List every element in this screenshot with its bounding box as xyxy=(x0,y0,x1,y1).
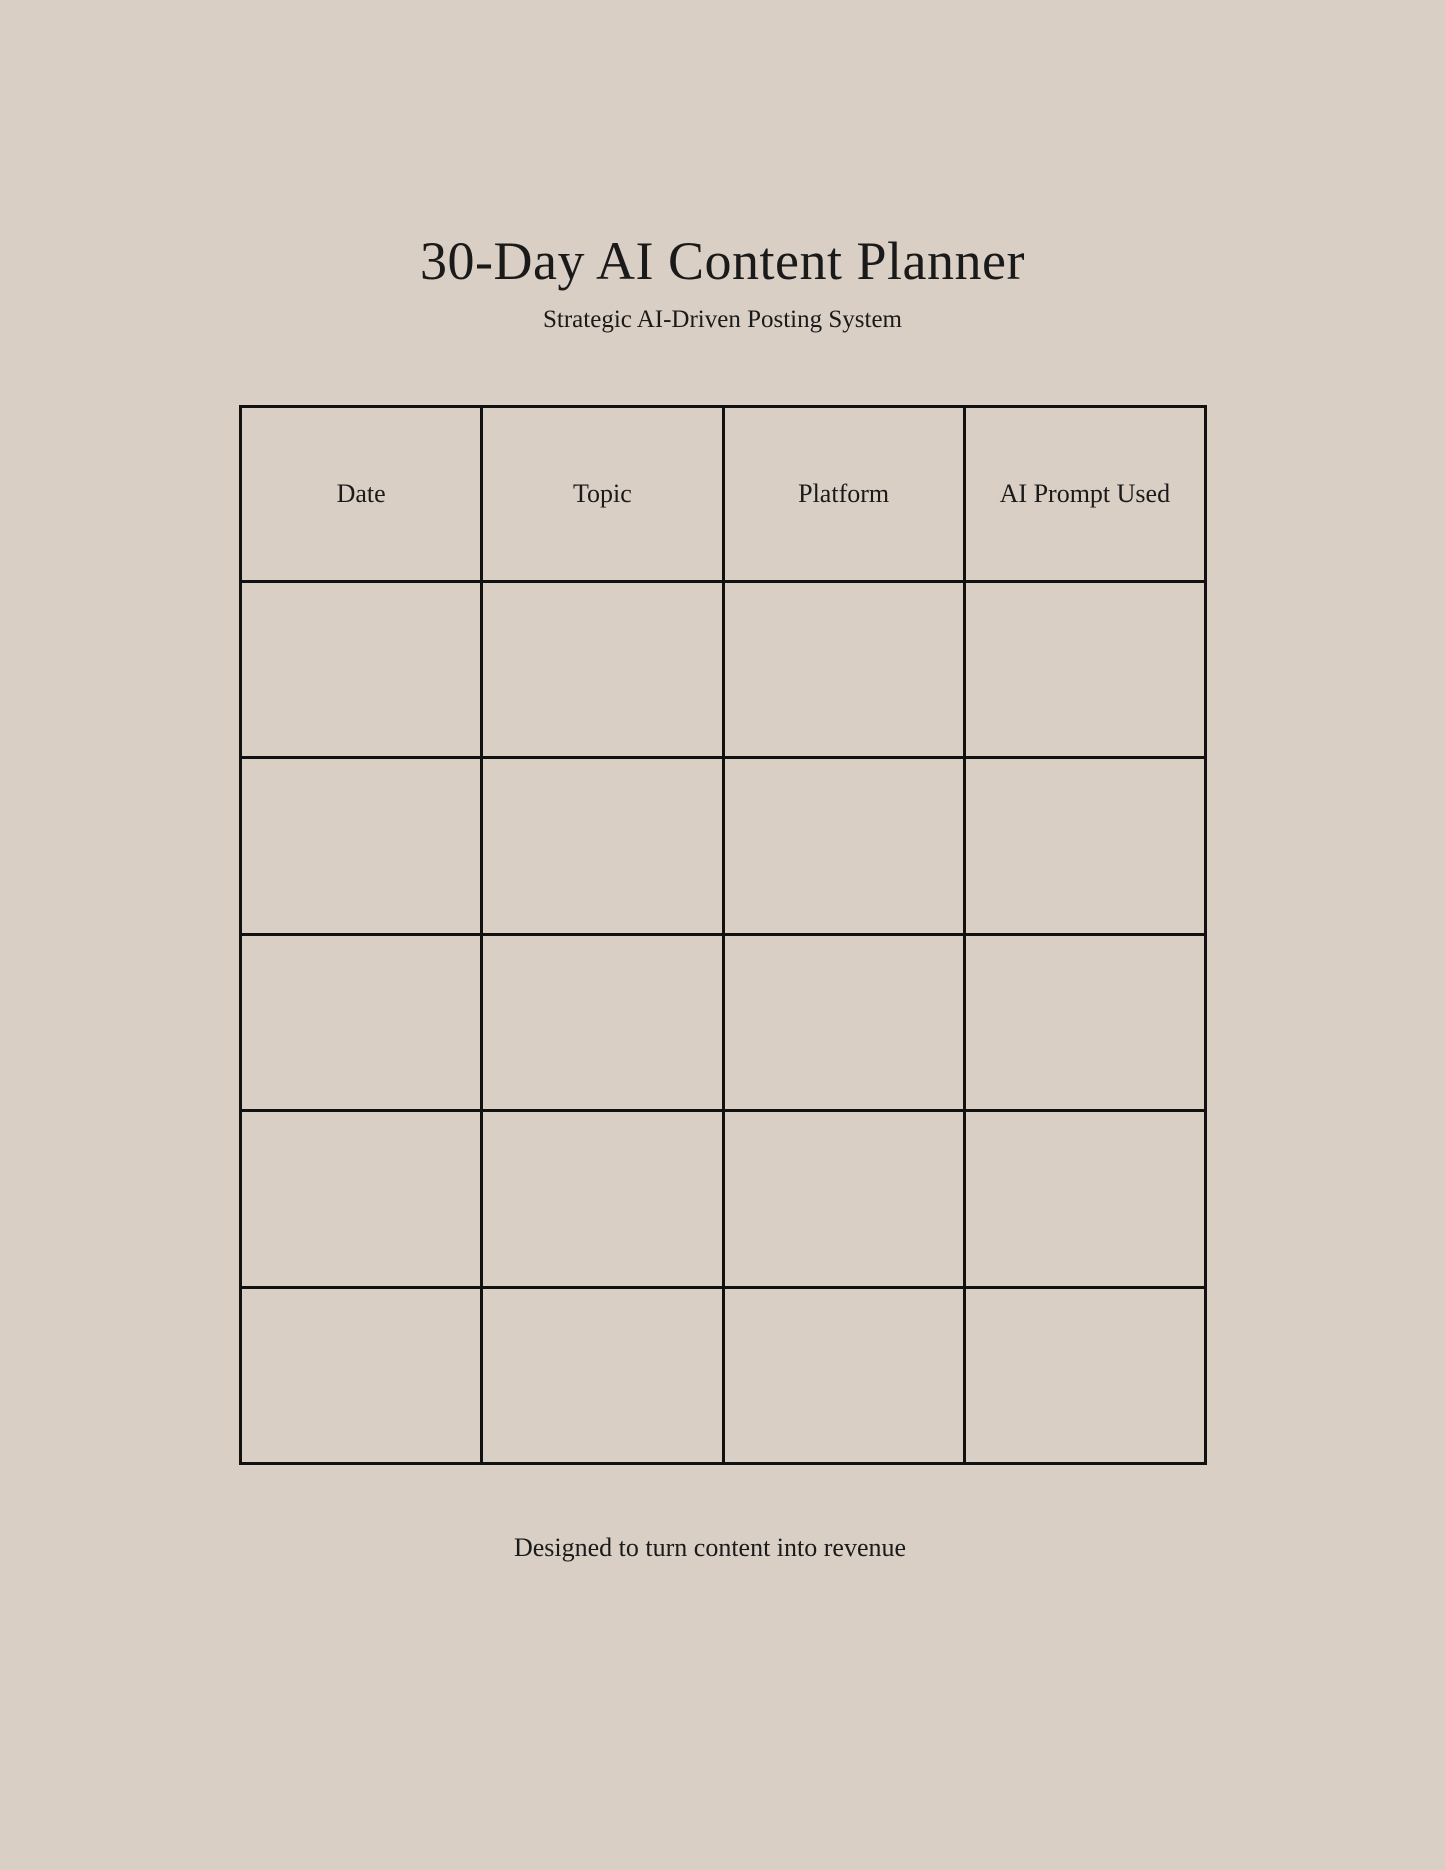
date-cell[interactable] xyxy=(241,758,482,934)
date-cell[interactable] xyxy=(241,1287,482,1463)
date-cell[interactable] xyxy=(241,582,482,758)
column-header-date: Date xyxy=(241,407,482,582)
platform-cell[interactable] xyxy=(723,1111,964,1287)
column-header-ai-prompt-used: AI Prompt Used xyxy=(964,407,1205,582)
ai-prompt-cell[interactable] xyxy=(964,934,1205,1110)
platform-cell[interactable] xyxy=(723,934,964,1110)
table-row xyxy=(241,1287,1206,1463)
footer-tagline: Designed to turn content into revenue xyxy=(513,1533,907,1562)
topic-cell[interactable] xyxy=(482,934,723,1110)
platform-cell[interactable] xyxy=(723,582,964,758)
table-body xyxy=(241,582,1206,1464)
table-row xyxy=(241,1111,1206,1287)
topic-cell[interactable] xyxy=(482,1287,723,1463)
ai-prompt-cell[interactable] xyxy=(964,1111,1205,1287)
topic-cell[interactable] xyxy=(482,1111,723,1287)
topic-cell[interactable] xyxy=(482,582,723,758)
date-cell[interactable] xyxy=(241,1111,482,1287)
page-title: 30-Day AI Content Planner xyxy=(420,231,1025,291)
topic-cell[interactable] xyxy=(482,758,723,934)
planner-table xyxy=(239,405,1207,1465)
column-header-topic: Topic xyxy=(482,407,723,582)
ai-prompt-cell[interactable] xyxy=(964,1287,1205,1463)
platform-cell[interactable] xyxy=(723,758,964,934)
page-subtitle: Strategic AI-Driven Posting System xyxy=(543,306,902,333)
table-header-row xyxy=(241,407,1206,582)
table-row xyxy=(241,934,1206,1110)
ai-prompt-cell[interactable] xyxy=(964,582,1205,758)
table-row xyxy=(241,582,1206,758)
table-header xyxy=(241,407,1206,582)
platform-cell[interactable] xyxy=(723,1287,964,1463)
date-cell[interactable] xyxy=(241,934,482,1110)
column-header-platform: Platform xyxy=(723,407,964,582)
ai-prompt-cell[interactable] xyxy=(964,758,1205,934)
table-row xyxy=(241,758,1206,934)
